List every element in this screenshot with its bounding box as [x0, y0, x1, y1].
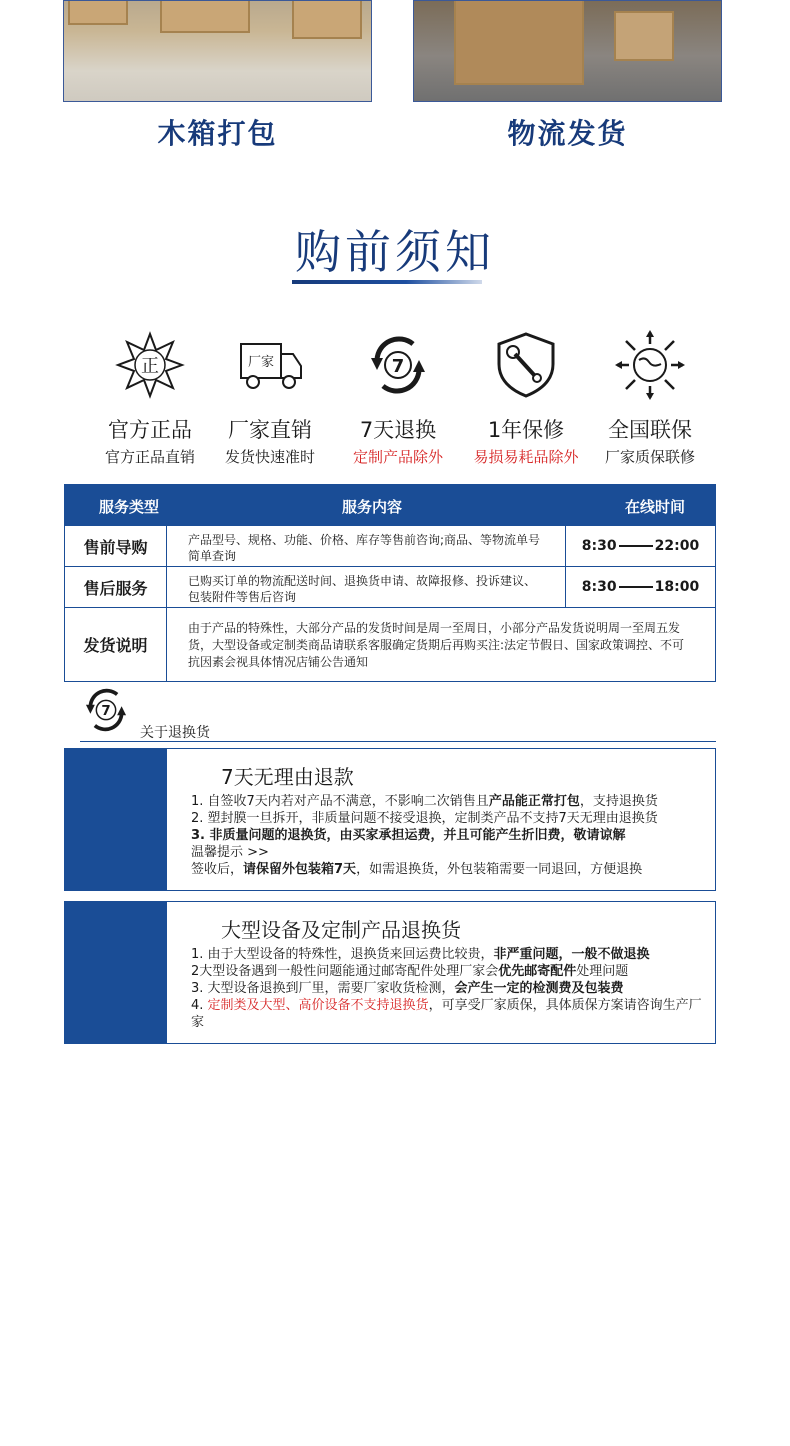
- return-icon-text: 7: [101, 704, 111, 720]
- return-section-header: [80, 684, 716, 742]
- title-underline: [292, 280, 482, 284]
- header-service-content: 服务内容: [342, 498, 403, 516]
- policy-box-large-equipment: [64, 901, 716, 1044]
- policy-line: 温馨提示 >>: [191, 845, 269, 860]
- feature-subtitle: 发货快速准时: [224, 448, 315, 466]
- header-service-type: 服务类型: [99, 498, 160, 516]
- policy-accent-bar: [65, 749, 167, 890]
- feature-subtitle: 官方正品直销: [104, 448, 195, 466]
- row-type: 售前导购: [65, 526, 167, 566]
- genuine-badge-icon: [115, 330, 185, 400]
- warranty-shield-wrench-icon: [491, 330, 561, 400]
- feature-subtitle: 厂家质保联修: [604, 448, 695, 466]
- logistics-caption: 物流发货: [507, 117, 628, 150]
- table-row: [65, 607, 715, 681]
- policy-lines: [191, 946, 707, 1031]
- row-type: 发货说明: [65, 608, 167, 681]
- feature-title: 1年保修: [487, 418, 565, 442]
- row-content: 已购买订单的物流配送时间、退换货申请、故障报修、投诉建议、包装附件等售后咨询: [188, 574, 537, 604]
- time-end: 18:00: [654, 579, 700, 595]
- feature-title: 官方正品: [108, 418, 192, 442]
- policy-line: 1. 由于大型设备的特殊性，退换货来回运费比较贵，非严重问题，一般不做退换: [191, 947, 650, 962]
- factory-truck-icon: [235, 330, 305, 400]
- policy-line: 2. 塑封膜一旦拆开，非质量问题不接受退换，定制类产品不支持7天无理由退换货: [191, 811, 658, 826]
- policy-line: 3. 非质量问题的退换货，由买家承担运费，并且可能产生折旧费，敬请谅解: [191, 828, 626, 843]
- feature-title: 7天退换: [359, 418, 437, 442]
- seven-day-return-icon: [80, 684, 132, 736]
- row-type: 售后服务: [65, 567, 167, 607]
- feature-row: [90, 330, 710, 465]
- feature-seven-day-return: [338, 330, 458, 467]
- policy-title: 7天无理由退款: [221, 765, 354, 789]
- time-end: 22:00: [654, 538, 700, 554]
- feature-title: 厂家直销: [228, 418, 312, 442]
- feature-title: 全国联保: [608, 418, 692, 442]
- feature-nationwide: [590, 330, 710, 467]
- factory-truck-text: 厂家: [247, 355, 275, 370]
- policy-line: 4. 定制类及大型、高价设备不支持退换货，可享受厂家质保，具体质保方案请咨询生产厂家: [191, 998, 702, 1030]
- seven-day-return-icon: [363, 330, 433, 400]
- genuine-badge-text: 正: [141, 356, 159, 377]
- row-content: 由于产品的特殊性，大部分产品的发货时间是周一至周日，小部分产品发货说明周一至周五发货，大型设备或定制类商品请联系客服确定货期后再购买注:法定节假日、国家政策调控、不可抗因素会视具体情况店铺公告通知: [188, 621, 685, 669]
- policy-accent-bar: [65, 902, 167, 1043]
- policy-line: 1. 自签收7天内若对产品不满意，不影响二次销售且产品能正常打包，支持退换货: [191, 794, 658, 809]
- row-time: [565, 567, 715, 607]
- wooden-crate-photo: [63, 0, 372, 102]
- policy-line: 2大型设备遇到一般性问题能通过邮寄配件处理厂家会优先邮寄配件处理问题: [191, 964, 629, 979]
- time-start: 8:30: [581, 579, 617, 595]
- feature-genuine: [90, 330, 210, 467]
- header-online-time: 在线时间: [625, 498, 686, 516]
- table-row: [65, 566, 715, 607]
- policy-lines: [191, 793, 707, 878]
- return-section-label: 关于退换货: [140, 725, 210, 741]
- row-content: 产品型号、规格、功能、价格、库存等售前咨询;商品、等物流单号简单查询: [188, 533, 541, 563]
- service-table: [64, 484, 716, 682]
- wooden-crate-caption: 木箱打包: [157, 117, 278, 150]
- time-dash: [619, 545, 653, 547]
- time-start: 8:30: [581, 538, 617, 554]
- policy-title: 大型设备及定制产品退换货: [221, 918, 461, 942]
- row-time: [565, 526, 715, 566]
- policy-box-7day: [64, 748, 716, 891]
- feature-subtitle: 易损易耗品除外: [473, 448, 579, 466]
- time-dash: [619, 586, 653, 588]
- table-row: [65, 525, 715, 566]
- table-header: [65, 485, 715, 525]
- nationwide-network-icon: [615, 330, 685, 400]
- feature-subtitle: 定制产品除外: [352, 448, 443, 466]
- page-title: 购前须知: [295, 225, 495, 279]
- feature-factory-direct: [210, 330, 330, 467]
- policy-line: 3. 大型设备退换到厂里，需要厂家收货检测，会产生一定的检测费及包装费: [191, 981, 624, 996]
- feature-warranty: [466, 330, 586, 467]
- seven-day-text: 7: [391, 356, 405, 377]
- logistics-shipping-photo: [413, 0, 722, 102]
- policy-line: 签收后，请保留外包装箱7天，如需退换货，外包装箱需要一同退回，方便退换: [191, 862, 643, 877]
